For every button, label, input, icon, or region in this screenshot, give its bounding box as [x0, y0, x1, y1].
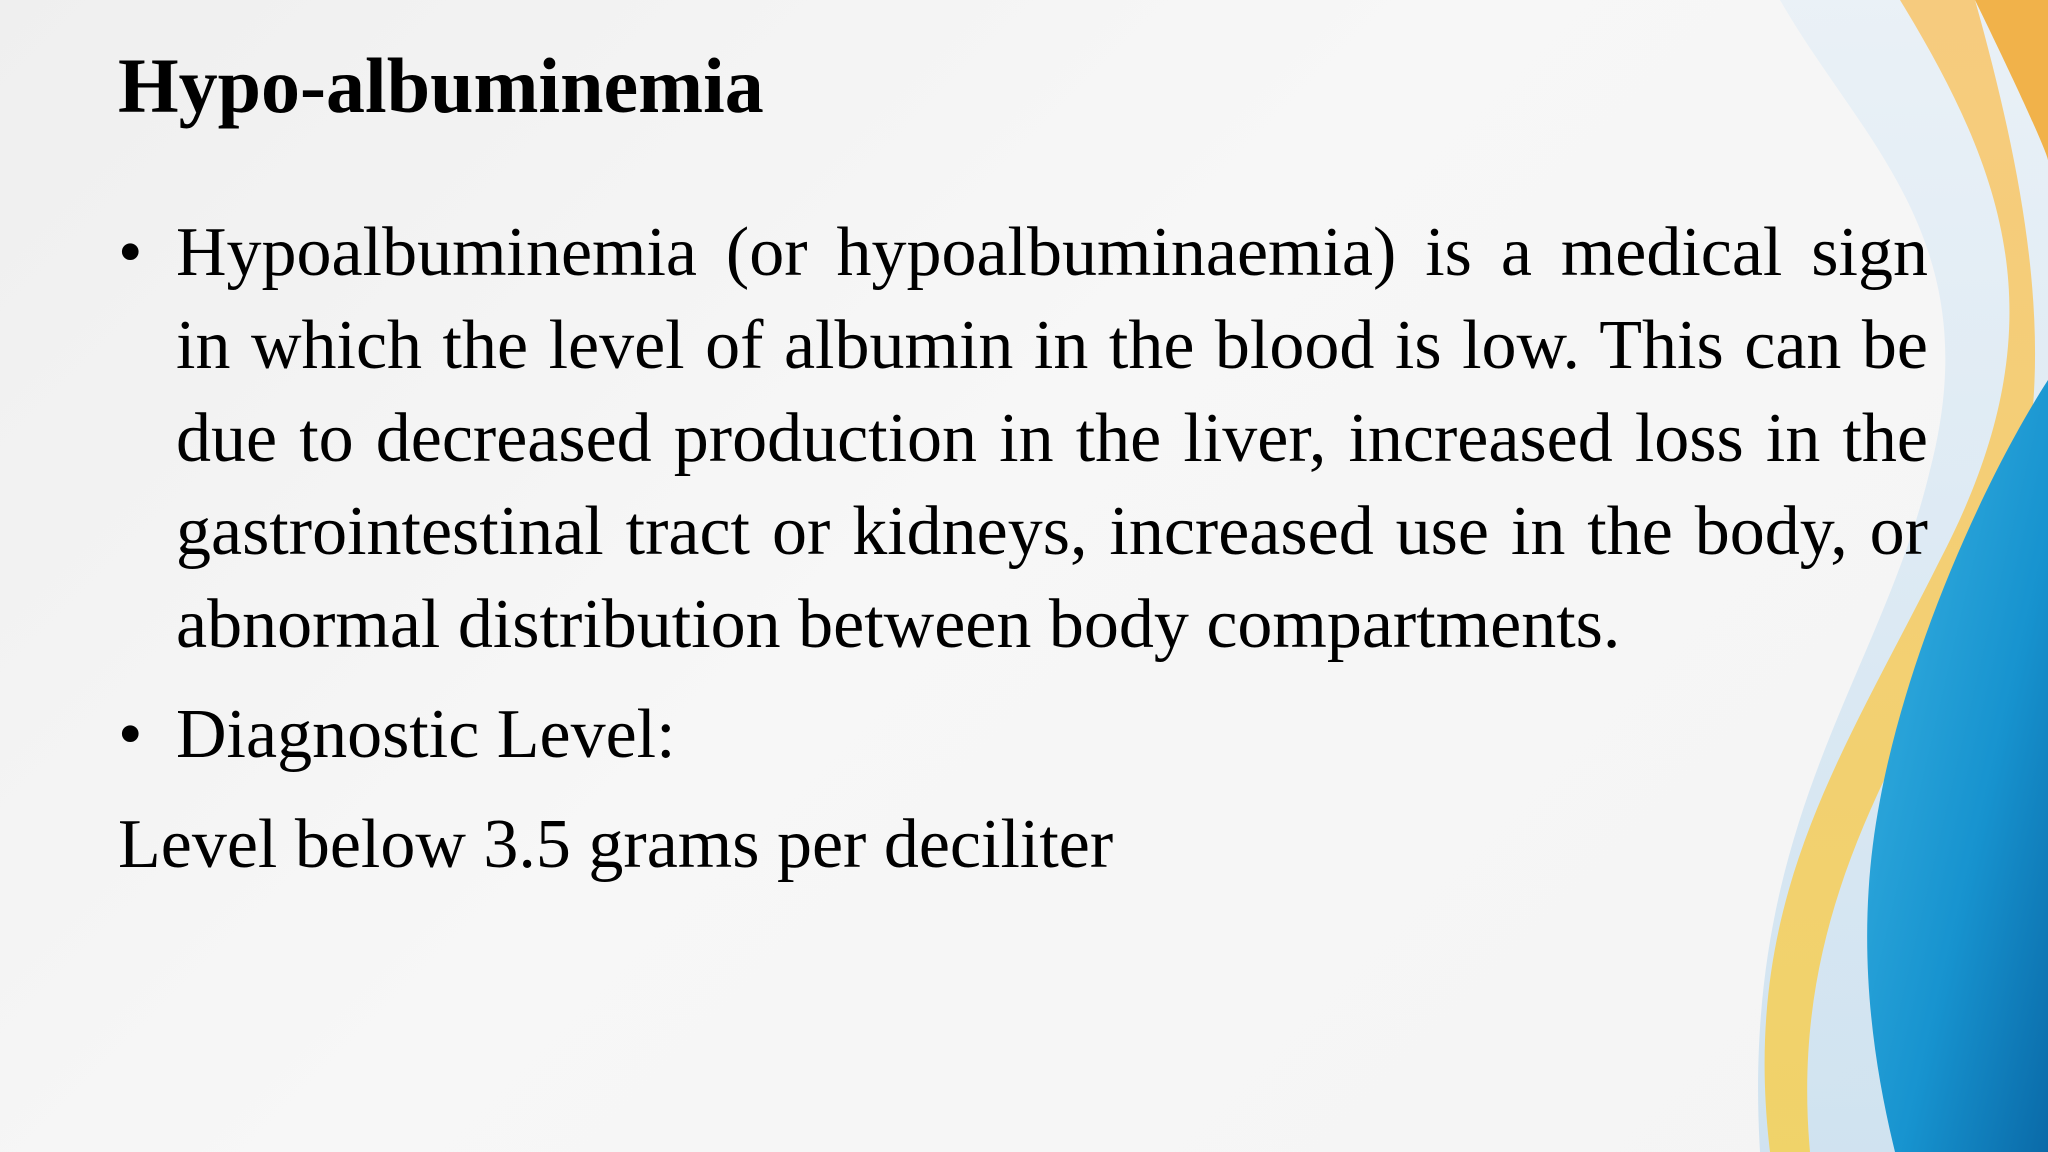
bullet-text-definition: Hypoalbuminemia (or hypoalbuminaemia) is a medical sign in which the level of albumin in the blood is low. This can be due to decreased production in the liver, increased loss in the gastrointestinal tract or kidneys, increased use in the body, or abnormal distribution between body compartments.	[176, 214, 1928, 663]
slide-title: Hypo-albuminemia	[118, 42, 764, 129]
bullet-text-diagnostic: Diagnostic Level:	[176, 696, 676, 773]
slide-body	[118, 206, 1928, 891]
bullet-item-definition	[118, 206, 1928, 671]
diagnostic-value: Level below 3.5 grams per deciliter	[118, 806, 1114, 883]
bullet-item-diagnostic	[118, 688, 1928, 781]
bullet-marker: •	[118, 696, 143, 773]
bullet-marker: •	[118, 214, 143, 291]
